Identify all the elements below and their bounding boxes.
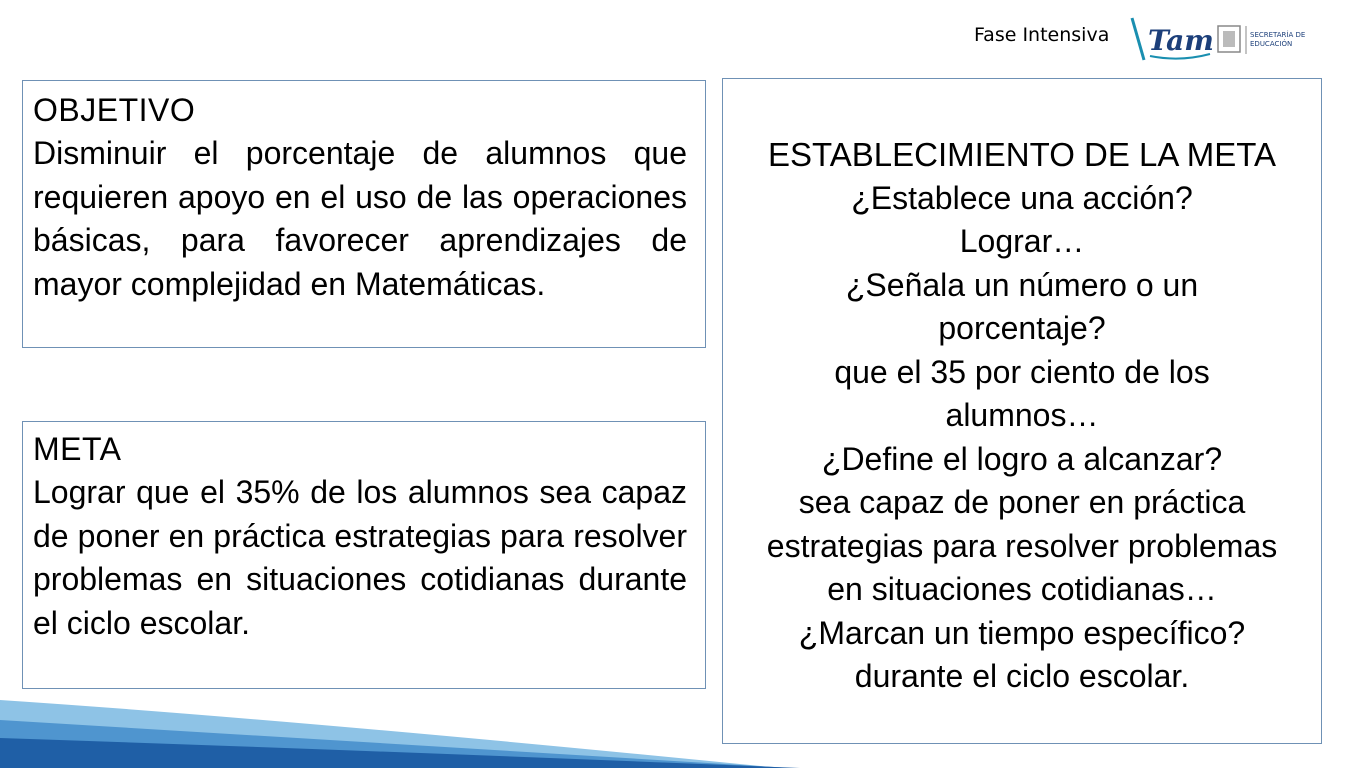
- answer-tiempo: durante el ciclo escolar.: [854, 658, 1190, 694]
- tam-logo: [1130, 16, 1310, 64]
- objetivo-box: [22, 80, 706, 348]
- establecimiento-title: ESTABLECIMIENTO DE LA META: [768, 136, 1276, 173]
- header-title: Fase Intensiva: [974, 24, 1110, 46]
- question-numero: ¿Señala un número o un porcentaje?: [845, 266, 1199, 346]
- meta-box: [22, 421, 706, 689]
- question-logro: ¿Define el logro a alcanzar?: [821, 440, 1223, 477]
- question-tiempo: ¿Marcan un tiempo específico?: [798, 614, 1246, 651]
- svg-text:Tam: Tam: [1148, 24, 1214, 57]
- question-accion: ¿Establece una acción?: [851, 179, 1193, 216]
- logo-caption: SECRETARÍA DE EDUCACIÓN: [1250, 31, 1306, 48]
- meta-title: META: [33, 431, 122, 467]
- answer-numero: que el 35 por ciento de los alumnos…: [834, 353, 1210, 433]
- objetivo-body: Disminuir el porcentaje de alumnos que requieren apoyo en el uso de las operaciones básicas, para favorecer aprendizajes de mayor complejidad en Matemáticas.: [33, 135, 687, 302]
- answer-accion: Lograr…: [959, 223, 1085, 259]
- meta-body: Lograr que el 35% de los alumnos sea capaz de poner en práctica estrategias para resolver problemas en situaciones cotidianas durante el ciclo escolar.: [33, 474, 687, 641]
- establecimiento-box: [722, 78, 1322, 744]
- objetivo-title: OBJETIVO: [33, 92, 196, 128]
- answer-logro: sea capaz de poner en práctica estrategias para resolver problemas en situaciones cotidianas…: [766, 484, 1278, 607]
- decorative-wave: [0, 690, 800, 768]
